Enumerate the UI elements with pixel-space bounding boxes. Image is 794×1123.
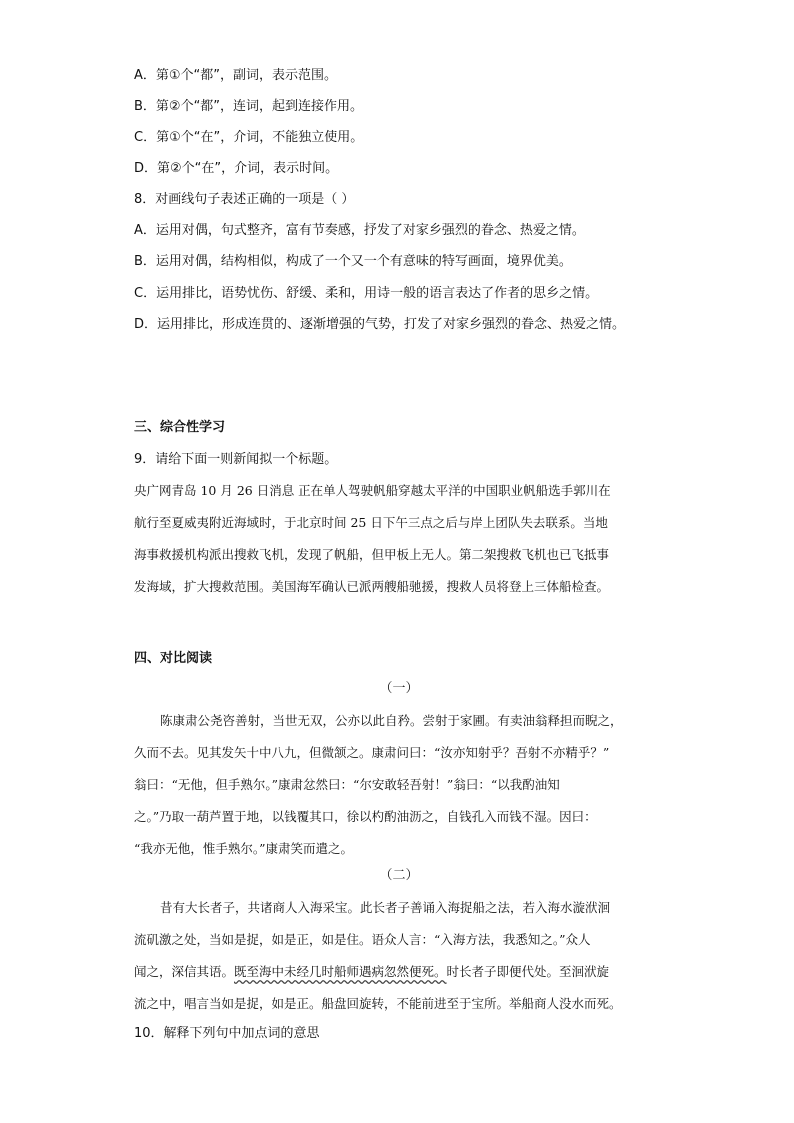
passage1 bbox=[134, 711, 664, 871]
passage2-text: 时长者子即便代处。至洄洑旋 bbox=[446, 964, 610, 979]
news-passage bbox=[134, 481, 664, 609]
q10-stem: 10．解释下列句中加点词的意思 bbox=[134, 1026, 320, 1041]
section4-heading: 四、对比阅读 bbox=[134, 651, 213, 666]
section3-heading: 三、综合性学习 bbox=[134, 420, 226, 435]
passage1-line: 久而不去。见其发矢十中八九，但微颔之。康肃问曰：“汝亦知射乎？吾射不亦精乎？” bbox=[134, 745, 610, 760]
q8-option-a: A．运用对偶，句式整齐，富有节奏感，抒发了对家乡强烈的眷念、热爱之情。 bbox=[134, 223, 585, 238]
q8-option-d: D．运用排比，形成连贯的、逐渐增强的气势，打发了对家乡强烈的眷念、热爱之情。 bbox=[134, 317, 626, 332]
passage2-line: 流之中，唱言当如是捉，如是正。船盘回旋转，不能前进至于宝所。举船商人没水而死。 bbox=[134, 996, 622, 1011]
passage1-line: “我亦无他，惟手熟尔。”康肃笑而遣之。 bbox=[134, 841, 354, 856]
passage2-text: 闻之，深信其语。 bbox=[134, 964, 235, 979]
q8-stem: 8．对画线句子表述正确的一项是（ ） bbox=[134, 192, 355, 207]
news-line: 发海域，扩大搜救范围。美国海军确认已派两艘船驰援，搜救人员将登上三体船检查。 bbox=[134, 579, 610, 594]
news-line: 航行至夏威夷附近海域时，于北京时间 25 日下午三点之后与岸上团队失去联系。当地 bbox=[134, 515, 608, 530]
passage2 bbox=[134, 898, 664, 1026]
q7-option-a: A．第①个“都”，副词，表示范围。 bbox=[134, 68, 338, 83]
passage2-line: 昔有大长者子，共诸商人入海采宝。此长者子善诵入海捉船之法，若入海水漩洑洄 bbox=[160, 900, 611, 915]
q7-option-c: C．第①个“在”，介词，不能独立使用。 bbox=[134, 130, 364, 145]
news-line: 海事救援机构派出搜救飞机，发现了帆船，但甲板上无人。第二架搜救飞机也已飞抵事 bbox=[134, 547, 610, 562]
q8-option-c: C．运用排比，语势忧伤、舒缓、柔和，用诗一般的语言表达了作者的思乡之情。 bbox=[134, 286, 599, 301]
passage2-title: （二） bbox=[379, 868, 419, 883]
q9-stem: 9．请给下面一则新闻拟一个标题。 bbox=[134, 452, 338, 467]
q8-option-b: B．运用对偶，结构相似，构成了一个又一个有意味的特写画面，境界优美。 bbox=[134, 254, 572, 269]
q7-option-d: D．第②个“在”，介词，表示时间。 bbox=[134, 161, 339, 176]
passage2-line-3 bbox=[134, 962, 664, 994]
passage1-line: 陈康肃公尧咨善射，当世无双，公亦以此自矜。尝射于家圃。有卖油翁释担而睨之， bbox=[160, 713, 623, 728]
passage1-title: （一） bbox=[379, 681, 419, 696]
q7-option-b: B．第②个“都”，连词，起到连接作用。 bbox=[134, 99, 364, 114]
passage1-line: 之。”乃取一葫芦置于地，以钱覆其口，徐以杓酌油沥之，自钱孔入而钱不湿。因曰： bbox=[134, 809, 597, 824]
underlined-sentence: 既至海中未经几时船师遇病忽然便死。 bbox=[234, 964, 447, 979]
news-line: 央广网青岛 10 月 26 日消息 正在单人驾驶帆船穿越太平洋的中国职业帆船选手郭川在 bbox=[134, 483, 611, 498]
passage2-line: 流矶激之处，当如是捉，如是正，如是住。语众人言：“入海方法，我悉知之。”众人 bbox=[134, 932, 591, 947]
passage1-line: 翁曰：“无他，但手熟尔。”康肃忿然曰：“尔安敢轻吾射！”翁曰：“以我酌油知 bbox=[134, 777, 560, 792]
